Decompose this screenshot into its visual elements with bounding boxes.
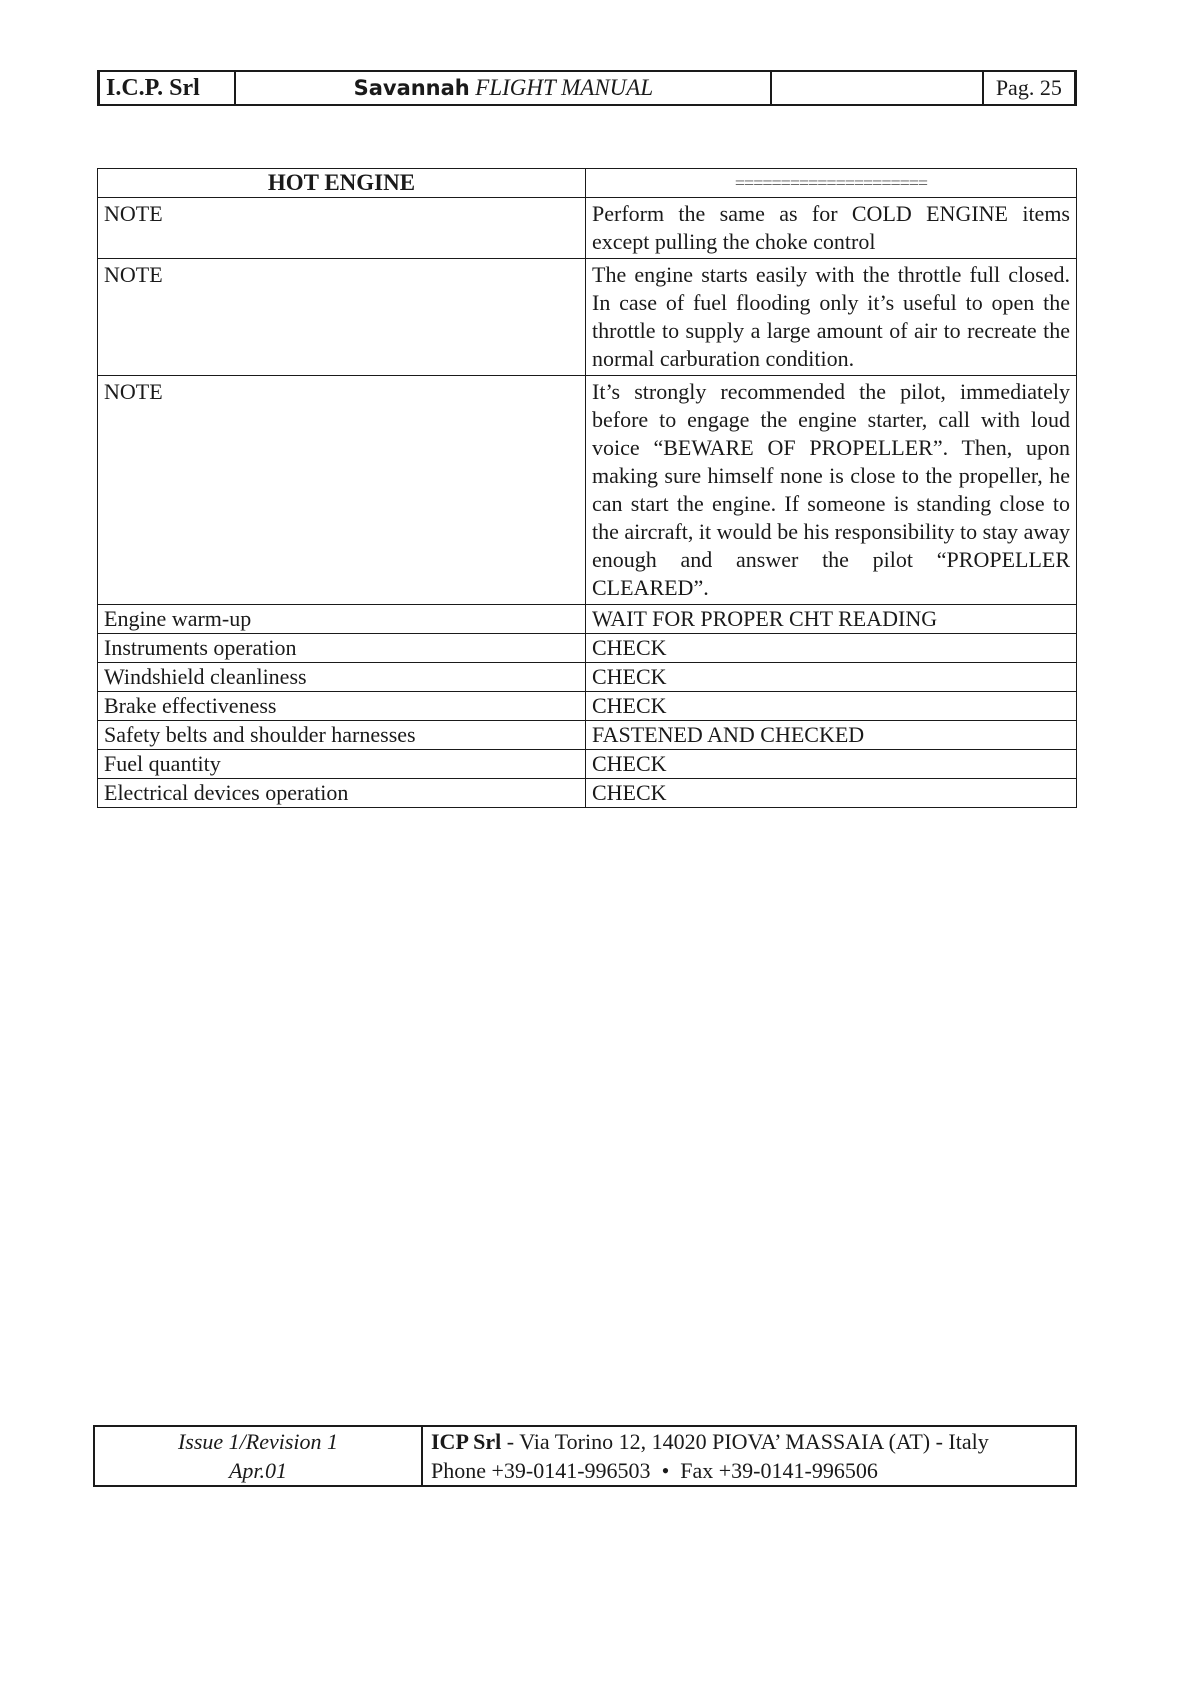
- issue-label: Issue 1/Revision 1: [177, 1429, 339, 1454]
- checklist-row: [98, 721, 1077, 750]
- checklist-action: CHECK: [586, 779, 1077, 808]
- page-header: [97, 70, 1077, 106]
- bullet-separator: •: [661, 1458, 670, 1483]
- checklist-row: [98, 605, 1077, 634]
- checklist-action: FASTENED AND CHECKED: [586, 721, 1077, 750]
- checklist-item: Electrical devices operation: [98, 779, 586, 808]
- page-number: Pag. 25: [983, 71, 1076, 105]
- phone-number: Phone +39-0141-996503: [431, 1458, 651, 1483]
- fax-number: Fax +39-0141-996506: [680, 1458, 878, 1483]
- note-row: [98, 259, 1077, 376]
- note-text: Perform the same as for COLD ENGINE items except pulling the choke control: [586, 198, 1077, 259]
- checklist-item: Engine warm-up: [98, 605, 586, 634]
- title-rule: =====================: [586, 169, 1077, 198]
- checklist-item: Brake effectiveness: [98, 692, 586, 721]
- checklist-item: Instruments operation: [98, 634, 586, 663]
- note-text: It’s strongly recommended the pilot, immediately before to engage the engine starter, call with loud voice “BEWARE OF PROPELLER”. Then, upon making sure himself none is close to the propeller, he can start the engine. If someone is standing close to the aircraft, it would be his responsibility to stay away enough and answer the pilot “PROPELLER CLEARED”.: [586, 376, 1077, 605]
- checklist-row: [98, 634, 1077, 663]
- checklist-action: CHECK: [586, 750, 1077, 779]
- brand-name: Savannah: [353, 76, 470, 100]
- checklist-action: CHECK: [586, 663, 1077, 692]
- address-line: [431, 1427, 1067, 1456]
- hot-engine-checklist: [97, 168, 1077, 808]
- checklist-row: [98, 663, 1077, 692]
- manual-title: [235, 71, 771, 105]
- company-bold-name: ICP Srl: [431, 1429, 502, 1454]
- note-label: NOTE: [98, 259, 586, 376]
- checklist-row: [98, 750, 1077, 779]
- checklist-action: WAIT FOR PROPER CHT READING: [586, 605, 1077, 634]
- contact-line: [431, 1456, 1067, 1485]
- note-row: [98, 198, 1077, 259]
- checklist-action: CHECK: [586, 692, 1077, 721]
- note-label: NOTE: [98, 376, 586, 605]
- checklist-item: Windshield cleanliness: [98, 663, 586, 692]
- header-blank-cell: [771, 71, 982, 105]
- checklist-row: [98, 779, 1077, 808]
- note-text: The engine starts easily with the throttle full closed. In case of fuel flooding only it’s useful to open the throttle to supply a large amount of air to recreate the normal carburation condition.: [586, 259, 1077, 376]
- company-address: [422, 1426, 1076, 1486]
- checklist-item: Safety belts and shoulder harnesses: [98, 721, 586, 750]
- note-label: NOTE: [98, 198, 586, 259]
- company-name: I.C.P. Srl: [99, 71, 236, 105]
- manual-name: FLIGHT MANUAL: [475, 75, 654, 100]
- page-footer: [93, 1425, 1077, 1487]
- issue-date: Apr.01: [228, 1458, 288, 1483]
- issue-revision: [94, 1426, 422, 1486]
- checklist-item: Fuel quantity: [98, 750, 586, 779]
- checklist-title: HOT ENGINE: [98, 169, 586, 198]
- checklist-action: CHECK: [586, 634, 1077, 663]
- checklist-title-row: [98, 169, 1077, 198]
- note-row: [98, 376, 1077, 605]
- checklist-row: [98, 692, 1077, 721]
- address-text: - Via Torino 12, 14020 PIOVA’ MASSAIA (AT) - Italy: [501, 1429, 989, 1454]
